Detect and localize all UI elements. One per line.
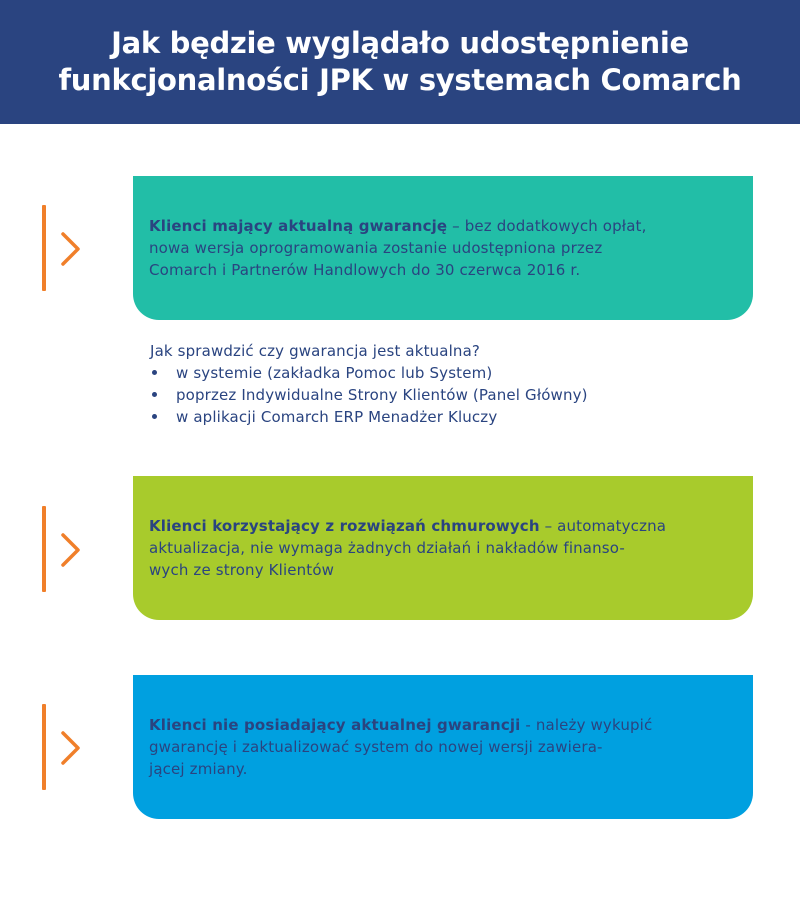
page-title-line-1: Jak będzie wyglądało udostępnienie (111, 26, 689, 60)
list-item (150, 384, 588, 406)
page-title (58, 25, 741, 99)
marker-bar (42, 704, 46, 790)
card-text-line-2: gwarancję i zaktualizować system do nowej wersji zawiera- (149, 738, 603, 756)
list-item (150, 362, 588, 384)
list-item-text: w aplikacji Comarch ERP Menadżer Kluczy (176, 408, 498, 426)
section-marker-3 (42, 704, 92, 790)
info-card-cloud (133, 476, 753, 620)
info-card-no-warranty (133, 675, 753, 819)
card-text (149, 215, 647, 281)
card-heading: Klienci mający aktualną gwarancję (149, 217, 448, 235)
check-question: Jak sprawdzić czy gwarancja jest aktualna? (150, 342, 481, 360)
card-text-line-3: Comarch i Partnerów Handlowych do 30 czerwca 2016 r. (149, 261, 581, 279)
header-banner (0, 0, 800, 124)
list-item-text: poprzez Indywidualne Strony Klientów (Panel Główny) (176, 386, 588, 404)
card-text-rest: – bez dodatkowych opłat, (447, 217, 647, 235)
chevron-right-icon (60, 231, 82, 267)
card-text (149, 515, 666, 581)
bullet-icon (152, 392, 157, 397)
card-text-line-3: wych ze strony Klientów (149, 561, 335, 579)
chevron-right-icon (60, 730, 82, 766)
card-text-line-2: aktualizacja, nie wymaga żadnych działań i nakładów finanso- (149, 539, 625, 557)
card-text (149, 714, 652, 780)
list-item-text: w systemie (zakładka Pomoc lub System) (176, 364, 493, 382)
page-title-line-2: funkcjonalności JPK w systemach Comarch (58, 63, 742, 97)
bullet-icon (152, 370, 157, 375)
info-card-warranty (133, 176, 753, 320)
card-heading: Klienci korzystający z rozwiązań chmurowych (149, 517, 540, 535)
marker-bar (42, 506, 46, 592)
warranty-check-list (150, 340, 588, 428)
card-text-rest: - należy wykupić (520, 716, 653, 734)
bullet-icon (152, 414, 157, 419)
section-marker-2 (42, 506, 92, 592)
chevron-right-icon (60, 532, 82, 568)
section-marker-1 (42, 205, 92, 291)
marker-bar (42, 205, 46, 291)
card-text-line-2: nowa wersja oprogramowania zostanie udostępniona przez (149, 239, 603, 257)
list-item (150, 406, 588, 428)
card-heading: Klienci nie posiadający aktualnej gwarancji (149, 716, 521, 734)
card-text-rest: – automatyczna (539, 517, 667, 535)
card-text-line-3: jącej zmiany. (149, 760, 248, 778)
